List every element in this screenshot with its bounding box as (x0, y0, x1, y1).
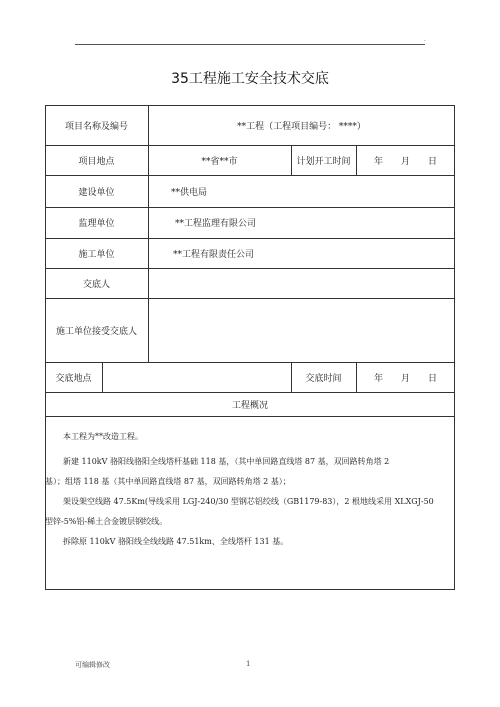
value-builder-unit: **工程有限责任公司 (173, 249, 255, 260)
overview-paragraph: 拆除原 110kV 骆阳线全线线路 47.51km、全线塔杆 131 基。 (63, 537, 289, 546)
label-supervision-unit: 监理单位 (78, 219, 115, 229)
value-receiver (148, 298, 455, 362)
overview-paragraph-continuation: 基）；组塔 118 基（其中单回路直线塔 87 基，双回路转角塔 2 基）； (45, 477, 291, 486)
overview-body (45, 425, 455, 585)
overview-paragraph-continuation: 型锌-5%铝-稀土合金镀层钢绞线。 (45, 517, 168, 526)
value-project-location: **省**市 (201, 156, 238, 167)
value-supervision-unit: **工程监理有限公司 (175, 219, 257, 229)
value-construction-unit: **供电局 (171, 187, 208, 198)
label-builder-unit: 施工单位 (78, 249, 115, 260)
page-number: 1 (246, 660, 251, 668)
label-discloser: 交底人 (82, 279, 110, 290)
value-planned-start: 年 月 日 (373, 156, 437, 167)
header-rule (75, 44, 425, 45)
label-planned-start: 计划开工时间 (296, 156, 351, 167)
section-title-overview: 工程概况 (231, 400, 268, 411)
disclosure-table (45, 105, 455, 590)
header-mark: . (424, 36, 426, 43)
label-disclosure-location: 交底地点 (55, 373, 92, 384)
document-title: 35工程施工安全技术交底 (171, 71, 329, 87)
table-border (45, 416, 455, 417)
label-project-name: 项目名称及编号 (64, 121, 128, 132)
value-disclosure-location (102, 362, 291, 392)
label-project-location: 项目地点 (78, 156, 115, 167)
overview-paragraph: 本工程为**改造工程。 (63, 432, 143, 441)
value-disclosure-time: 年 月 日 (373, 373, 437, 384)
label-construction-unit: 建设单位 (78, 187, 115, 198)
table-border (45, 589, 455, 590)
overview-paragraph: 新建 110kV 骆阳线骆阳全线塔杆基础 118 基，（其中单回路直线塔 87 基，双回路转角塔 2 (63, 457, 390, 466)
footer-editable-note: 可编辑修改 (75, 661, 110, 669)
value-project-name: **工程（工程项目编号： ****） (237, 121, 366, 132)
label-receiver: 施工单位接受交底人 (55, 326, 137, 337)
value-discloser (148, 268, 455, 298)
label-disclosure-time: 交底时间 (305, 373, 342, 384)
overview-paragraph: 架设架空线路 47.5Km(导线采用 LGJ-240/30 型钢芯铝绞线（GB1179-83），2 根地线采用 XLXGJ-50 (63, 497, 434, 506)
